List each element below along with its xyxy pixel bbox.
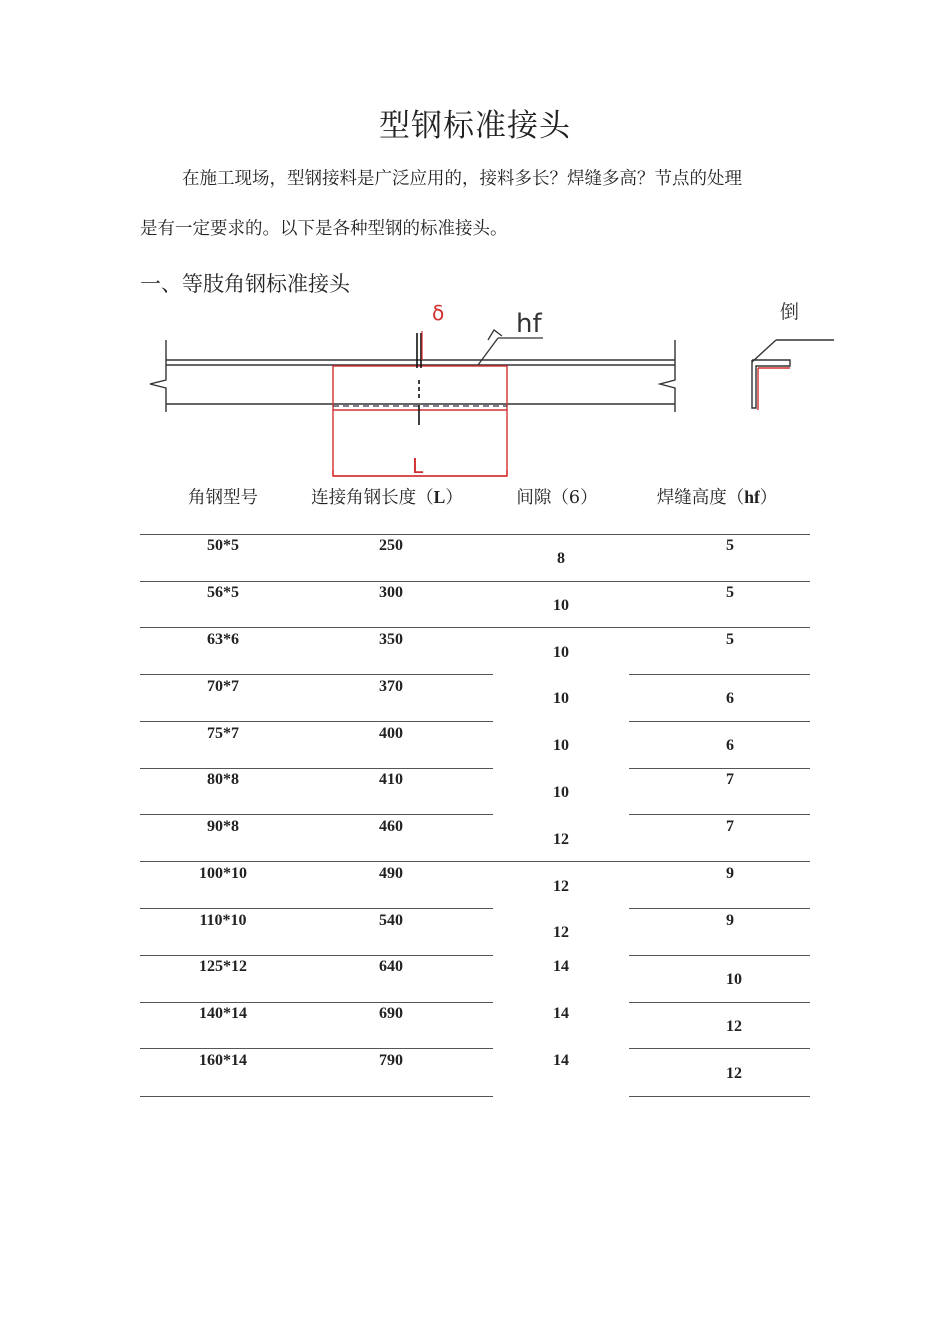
intro-line-1: 在施工现场，型钢接料是广泛应用的，接料多长？焊缝多高？节点的处理 [182,169,742,189]
side-view-label: 倒 [780,301,800,323]
table-rule [140,1096,493,1097]
header-type: 角钢型号 [188,488,258,508]
cell-length: 400 [379,725,403,742]
table-rule [140,1048,493,1049]
table-rule [629,955,810,956]
header-gap: 间隙（6） [516,488,598,508]
cell-length: 370 [379,678,403,695]
cell-gap: 10 [553,597,569,614]
cell-weld: 12 [726,1065,742,1082]
cell-gap: 8 [557,550,565,567]
table-rule [140,627,810,628]
table-rule [140,721,493,722]
cell-gap: 10 [553,690,569,707]
cell-weld: 10 [726,971,742,988]
cell-gap: 12 [553,831,569,848]
delta-label: δ [432,301,445,325]
cell-gap: 12 [553,878,569,895]
cell-type: 80*8 [207,771,239,788]
cell-weld: 6 [726,690,734,707]
cell-weld: 5 [726,584,734,601]
cell-type: 90*8 [207,818,239,835]
table-rule [629,721,810,722]
cell-type: 75*7 [207,725,239,742]
cell-gap: 10 [553,644,569,661]
cell-length: 490 [379,865,403,882]
table-rule [140,814,493,815]
cell-weld: 5 [726,631,734,648]
table-rule [140,955,493,956]
table-rule [629,1048,810,1049]
table-rule [629,1002,810,1003]
cell-type: 125*12 [199,958,247,975]
table-rule [629,768,810,769]
table-rule [140,674,493,675]
cell-length: 350 [379,631,403,648]
table-rule [140,534,810,535]
cell-type: 100*10 [199,865,247,882]
cell-gap: 14 [553,1052,569,1069]
cell-length: 250 [379,537,403,554]
table-rule [629,814,810,815]
cell-gap: 14 [553,958,569,975]
page-title: 型钢标准接头 [379,108,571,144]
header-weld: 焊缝高度（hf） [656,487,778,508]
table-rule [140,768,493,769]
cell-weld: 6 [726,737,734,754]
table-rule [140,861,810,862]
cell-length: 790 [379,1052,403,1069]
table-rule [629,908,810,909]
cell-type: 140*14 [199,1005,247,1022]
cell-gap: 10 [553,784,569,801]
section-heading: 一、等肢角钢标准接头 [140,272,350,296]
cell-type: 63*6 [207,631,239,648]
cell-type: 50*5 [207,537,239,554]
intro-line-2: 是有一定要求的。以下是各种型钢的标准接头。 [140,219,508,239]
cell-gap: 12 [553,924,569,941]
cell-length: 460 [379,818,403,835]
header-length: 连接角钢长度（L） [311,487,463,508]
cell-weld: 9 [726,912,734,929]
cell-length: 690 [379,1005,403,1022]
cell-length: 410 [379,771,403,788]
cell-gap: 10 [553,737,569,754]
cell-weld: 5 [726,537,734,554]
cell-weld: 12 [726,1018,742,1035]
table-rule [140,908,493,909]
cell-type: 160*14 [199,1052,247,1069]
cell-weld: 7 [726,818,734,835]
table-rule [629,1096,810,1097]
cell-gap: 14 [553,1005,569,1022]
cell-length: 640 [379,958,403,975]
cell-length: 540 [379,912,403,929]
hf-label: hf [516,309,542,339]
cell-weld: 9 [726,865,734,882]
cell-weld: 7 [726,771,734,788]
table-rule [140,1002,493,1003]
cell-length: 300 [379,584,403,601]
cell-type: 70*7 [207,678,239,695]
table-rule [140,581,810,582]
cell-type: 110*10 [199,912,247,929]
cell-type: 56*5 [207,584,239,601]
length-label: L [412,454,424,478]
table-rule [629,674,810,675]
